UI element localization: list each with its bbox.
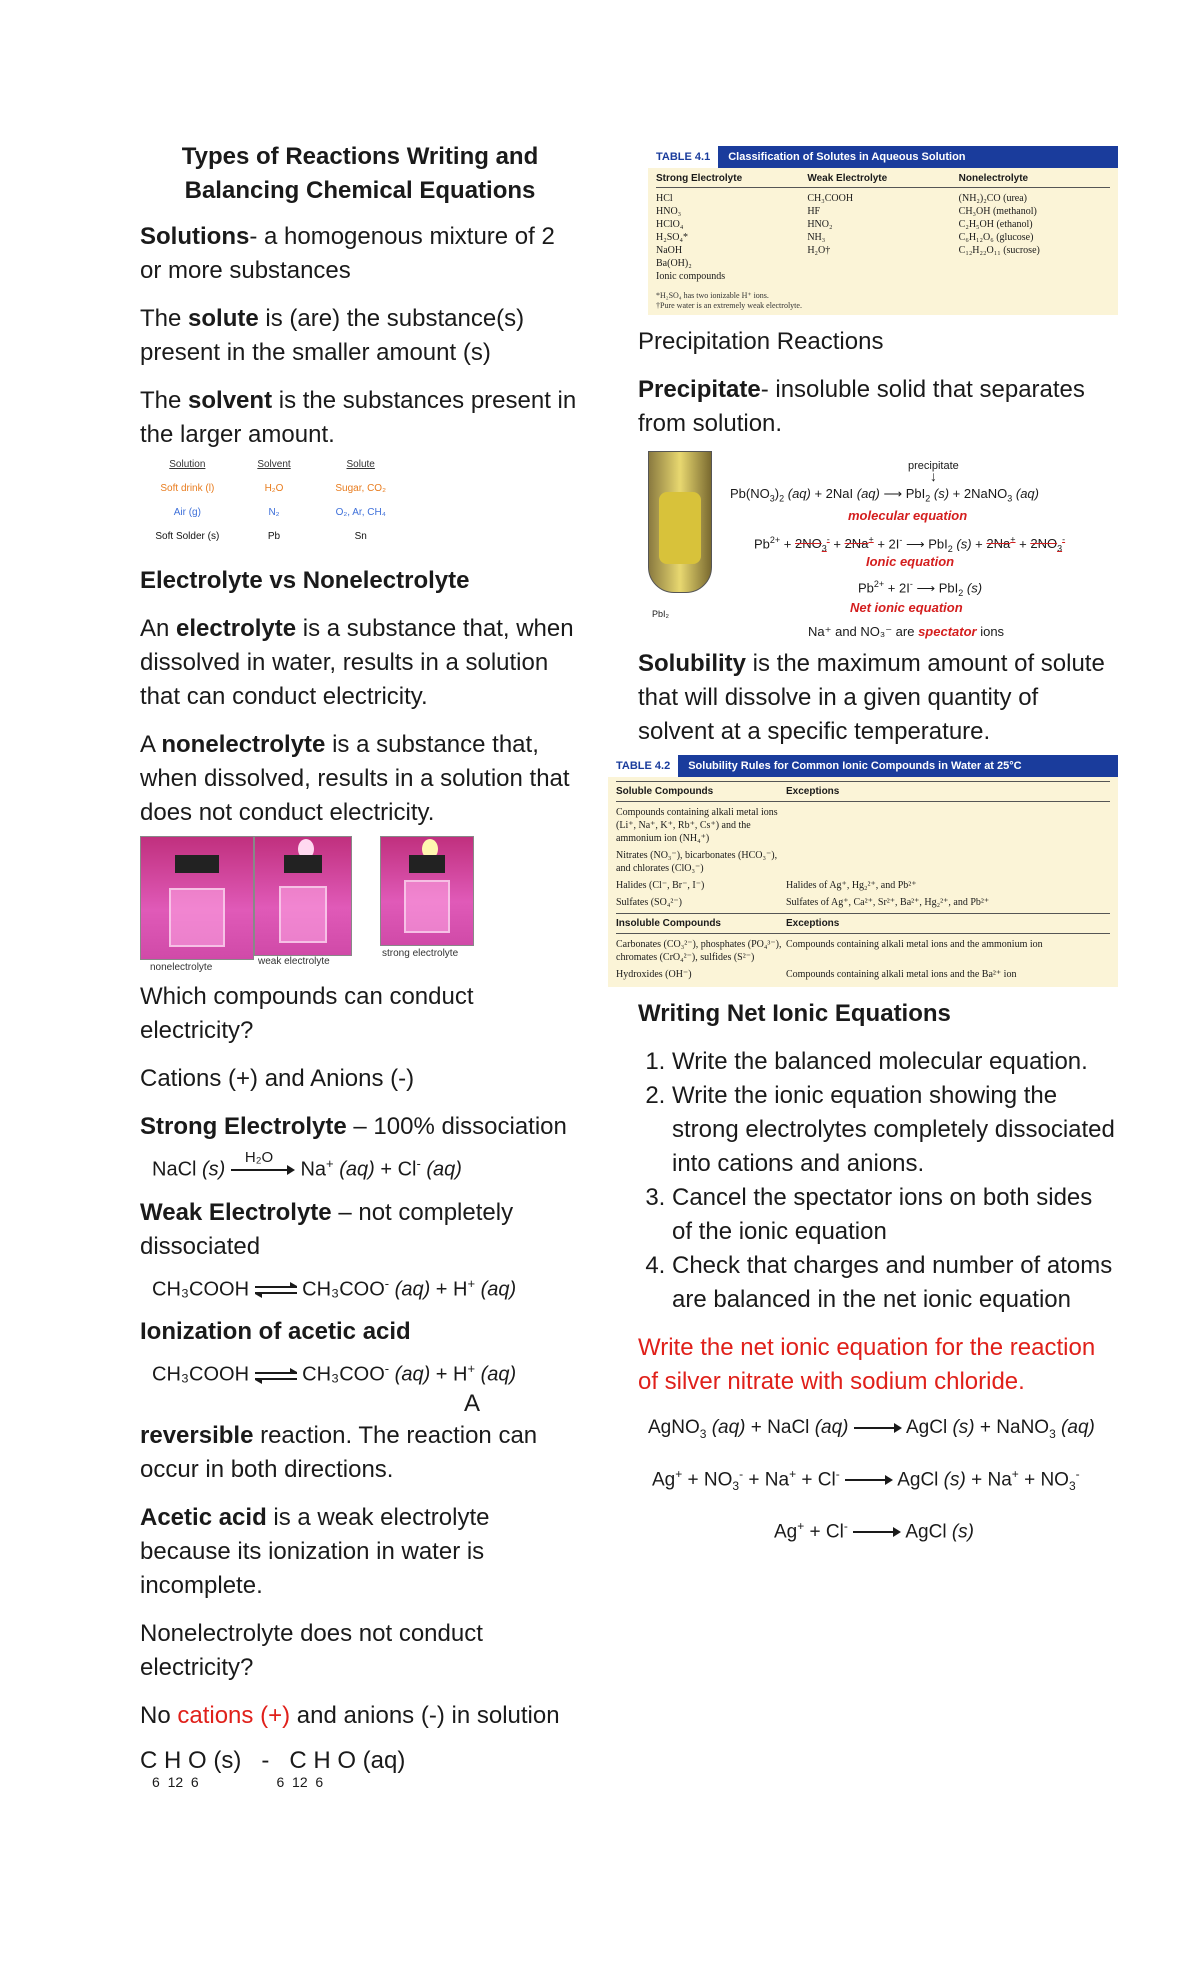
agno3-net-ionic-equation: Ag+ + Cl- AgCl (s) xyxy=(774,1518,975,1543)
agno3-ionic-equation: $Ag^+ + NO_3^- + Na^+ + Cl^-$ AgCl $(s) + Na^+ + NO_3^-$ xyxy=(652,1466,1080,1493)
list-item: 1. Write the balanced molecular equation. xyxy=(672,1045,1118,1079)
reversible-text: reversible reaction. The reaction can occur in both directions. xyxy=(140,1421,538,1483)
solute-definition: The solute is (are) the substance(s) present in the smaller amount (s) xyxy=(140,305,525,366)
list-item: 4. Check that charges and number of atoms are balanced in the net ionic equation xyxy=(672,1249,1118,1317)
nonelectrolyte-definition: A nonelectrolyte is a substance that, when dissolved, results in a solution that does not conduct electricity. xyxy=(140,731,570,826)
glucose-subscripts: 6 12 6 6 12 6 xyxy=(152,1773,324,1790)
photo-caption: nonelectrolyte xyxy=(150,962,213,973)
photo-caption: weak electrolyte xyxy=(258,956,330,967)
solubility-definition: Solubility is the maximum amount of solute that will dissolve in a given quantity of solvent at a specific temperature. xyxy=(638,650,1105,745)
net-ionic-equation: $Pb^{2+} + 2I^-$ ⟶ PbI$_2$ (s) xyxy=(858,579,983,598)
weak-electrolyte-definition: Weak Electrolyte – not completely dissociated xyxy=(140,1198,514,1260)
acetic-acid-text: Acetic acid is a weak electrolyte because its ionization in water is incomplete. xyxy=(140,1503,490,1599)
nonelectrolyte-list: (NH₂)₂CO (urea) CH₃OH (methanol) C₂H₅OH (ethanol) C₆H₁₂O₆ (glucose) C₁₂H₂₂O₁₁ (sucrose) xyxy=(958,193,1040,256)
weak-electrolyte-list: CH₃COOH HF HNO₂ NH₃ H₂O† xyxy=(807,193,854,256)
solvent-definition: The solvent is the substances present in the larger amount. xyxy=(140,387,577,448)
nacl-dissociation-equation: NaCl (s) H₂O Na+ (aq) + Cl- (aq) xyxy=(152,1149,462,1181)
solution-examples-table: Solution Solvent Solute Soft drink (l) H₂O Sugar, CO₂ Air (g) N₂ O₂, Ar, CH₄ Soft Solder (s) Pb Sn xyxy=(155,459,386,542)
agno3-molecular-equation: AgNO$_3$ (aq) + NaCl (aq) AgCl (s) + NaNO$_3$ (aq) xyxy=(648,1417,1095,1441)
photo-caption: strong electrolyte xyxy=(382,948,459,959)
solutions-definition: Solutions- a homogenous mixture of 2 or more substances xyxy=(140,223,555,284)
no-ions-text: No cations (+) and anions (-) in solution xyxy=(140,1701,560,1729)
precipitation-heading: Precipitation Reactions xyxy=(638,328,884,355)
spectator-ions-note: Na⁺ and NO₃⁻ are spectator ions xyxy=(808,624,1005,639)
conductivity-photos xyxy=(140,836,580,976)
table-4-2: TABLE 4.2 Solubility Rules for Common Ionic Compounds in Water at 25°C Soluble Compounds Exceptions Compounds containing alkali metal ions (Li⁺, Na⁺, K⁺, Rb⁺, Cs⁺) and the ammonium ion (NH₄⁺) Nitrates (NO₃⁻), bicarbonates (HCO₃⁻), and chlorates (ClO₃⁻) Halides (Cl⁻, Br⁻, I⁻) Halides of Ag⁺, Hg₂²⁺, and Pb²⁺ Sulfates (SO₄²⁻) Sulfates of Ag⁺, Ca²⁺, Sr²⁺, Ba²⁺, Hg₂²⁺, and Pb²⁺ Insoluble Compounds Exceptions Carbonates (CO₃²⁻), phosphates (PO₄³⁻), chromates (CrO₄²⁻), sulfides (S²⁻) Compounds containing alkali metal ions and the ammonium ion Hydroxides (OH⁻) Compounds containing alkali metal ions and the Ba²⁺ ion xyxy=(608,755,1118,987)
strong-electrolyte-photo xyxy=(380,836,474,946)
nonelectrolyte-question: Nonelectrolyte does not conduct electricity? xyxy=(140,1619,483,1681)
precipitate-definition: Precipitate- insoluble solid that separates from solution. xyxy=(638,376,1085,437)
left-column xyxy=(140,140,580,1789)
list-item: 3. Cancel the spectator ions on both sides of the ionic equation xyxy=(672,1181,1118,1249)
electrolyte-definition: An electrolyte is a substance that, when dissolved in water, results in a solution that can conduct electricity. xyxy=(140,615,574,710)
letter-a: A xyxy=(463,1389,480,1417)
which-compounds-question: Which compounds can conduct electricity? xyxy=(140,983,474,1044)
equilibrium-arrow xyxy=(255,1369,297,1383)
net-ionic-steps xyxy=(638,1045,1118,1317)
test-tube-image xyxy=(648,451,712,593)
nonelectrolyte-photo xyxy=(140,836,254,960)
list-item: 2. Write the ionic equation showing the strong electrolytes completely dissociated into cations and anions. xyxy=(672,1079,1118,1181)
precipitation-figure: PbI₂ precipitate ↓ $Pb(NO_3)_2$ (aq) + 2NaI (aq) ⟶ PbI$_2$ (s) + 2NaNO$_3$ (aq) molecular equation $Pb^{2+} + 2NO_3^- + 2Na^+ + 2I^-$ ⟶ PbI$_2$ $(s) + 2Na^+ + 2NO_3^-$ Ionic equation $Pb^{2+} + 2I^-$ ⟶ PbI$_2$ (s) Net ionic equation Na⁺ and NO₃⁻ are spectator ions xyxy=(638,447,1118,637)
glucose-equation: C H O (s) - C H O (aq) xyxy=(140,1746,406,1774)
ionic-equation: $Pb^{2+} + 2NO_3^- + 2Na^+ + 2I^-$ ⟶ PbI$_2$ $(s) + 2Na^+ + 2NO_3^-$ xyxy=(754,535,1066,554)
acetic-acid-equation: CH₃COOH CH₃COO- (aq) + H+ (aq) xyxy=(152,1275,517,1301)
ionization-heading: Ionization of acetic acid xyxy=(140,1318,411,1346)
table-4-1: TABLE 4.1 Classification of Solutes in Aqueous Solution Strong Electrolyte Weak Electrolyte Nonelectrolyte HCl HNO₃ HClO₄ H₂SO₄* NaOH Ba(OH)₂ Ionic compounds CH₃COOH HF HNO₂ NH₃ H₂O† (NH₂)₂CO (urea) CH₃OH (methanol) C₂H₅OH (ethanol) C₆H₁₂O₆ (glucose) C₁₂H₂₂O₁₁ (sucrose) *H₂SO₄ has two ionizable H⁺ ions. †Pure water is an extremely weak electrolyte. xyxy=(648,146,1118,315)
equilibrium-arrow xyxy=(255,1283,297,1297)
acetic-acid-equation-2: CH₃COOH CH₃COO- (aq) + H+ (aq) xyxy=(152,1361,517,1386)
molecular-equation: $Pb(NO_3)_2$ (aq) + 2NaI (aq) ⟶ PbI$_2$ (s) + 2NaNO$_3$ (aq) xyxy=(730,486,1039,504)
strong-electrolyte-list: HCl HNO₃ HClO₄ H₂SO₄* NaOH Ba(OH)₂ Ionic compounds xyxy=(656,193,726,282)
weak-electrolyte-photo xyxy=(254,836,352,956)
strong-electrolyte-definition: Strong Electrolyte – 100% dissociation xyxy=(140,1113,567,1140)
electrolyte-heading: Electrolyte vs Nonelectrolyte xyxy=(140,567,470,594)
net-ionic-heading: Writing Net Ionic Equations xyxy=(638,1000,951,1027)
cations-anions-text: Cations (+) and Anions (-) xyxy=(140,1065,415,1092)
exercise-prompt: Write the net ionic equation for the reaction of silver nitrate with sodium chloride. xyxy=(638,1334,1096,1395)
right-column xyxy=(616,140,1118,1557)
reaction-arrow: H₂O xyxy=(231,1164,295,1176)
page-title: Types of Reactions Writing and Balancing Chemical Equations xyxy=(181,143,539,204)
